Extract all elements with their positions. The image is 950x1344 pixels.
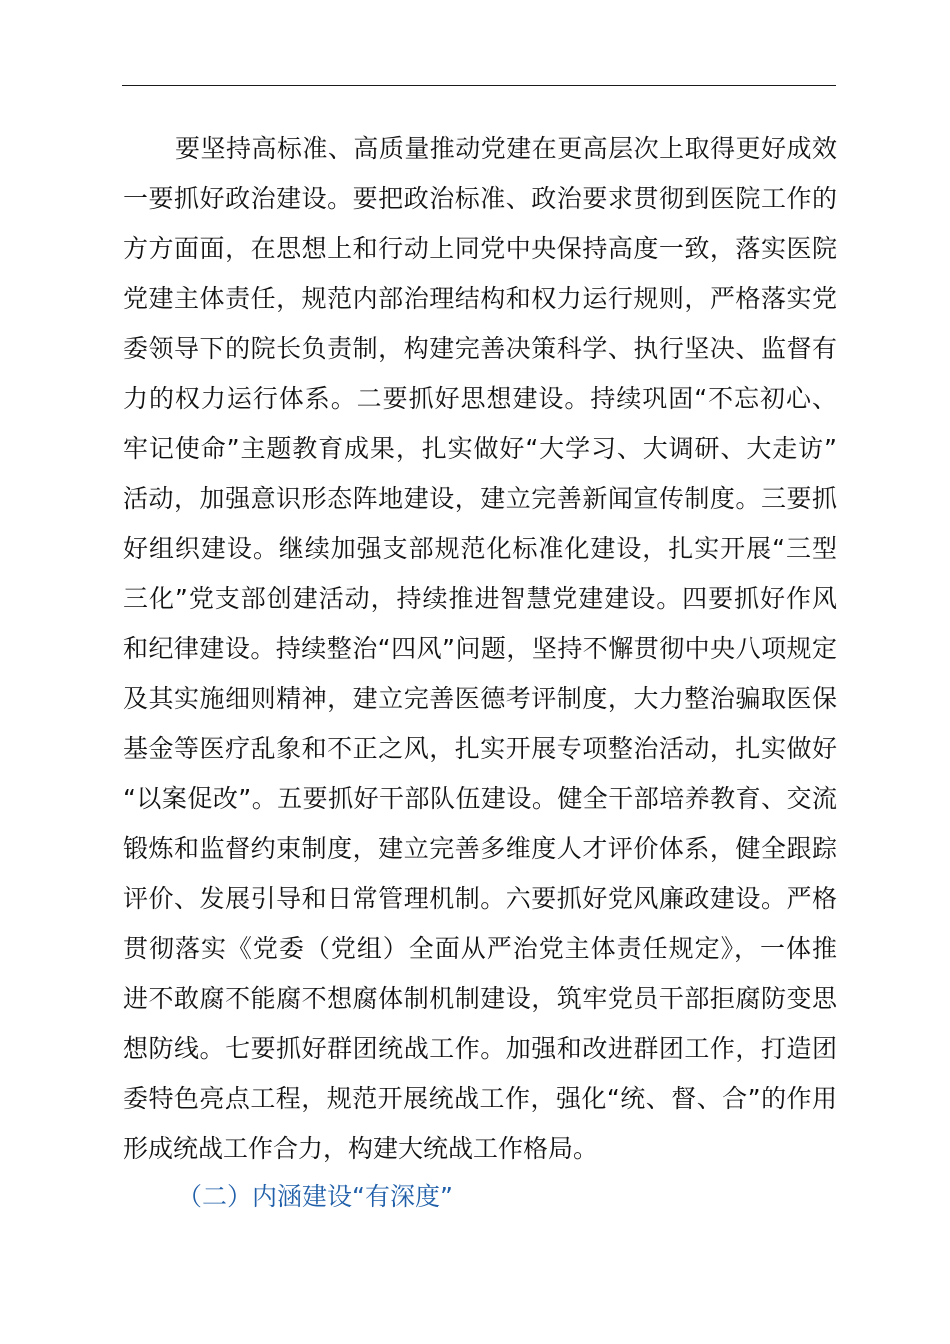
paragraph-line: 基金等医疗乱象和不正之风，扎实开展专项整治活动，扎实做好	[123, 734, 837, 763]
paragraph-line: 牢记使命”主题教育成果，扎实做好“大学习、大调研、大走访”	[123, 434, 837, 463]
paragraph-line: 好组织建设。继续加强支部规范化标准化建设，扎实开展“三型	[123, 534, 837, 563]
paragraph-line: 锻炼和监督约束制度，建立完善多维度人才评价体系，健全跟踪	[123, 834, 837, 863]
section-heading: （二）内涵建设“有深度”	[177, 1182, 453, 1211]
paragraph-line: “以案促改”。五要抓好干部队伍建设。健全干部培养教育、交流	[123, 784, 837, 813]
paragraph-line: 和纪律建设。持续整治“四风”问题，坚持不懈贯彻中央八项规定	[123, 634, 837, 663]
paragraph-line: 及其实施细则精神，建立完善医德考评制度，大力整治骗取医保	[123, 684, 837, 713]
paragraph-line: 力的权力运行体系。二要抓好思想建设。持续巩固“不忘初心、	[123, 384, 837, 413]
paragraph-line: 进不敢腐不能腐不想腐体制机制建设，筑牢党员干部拒腐防变思	[123, 984, 837, 1013]
paragraph-line: 想防线。七要抓好群团统战工作。加强和改进群团工作，打造团	[123, 1034, 837, 1063]
paragraph-line: 方方面面，在思想上和行动上同党中央保持高度一致，落实医院	[123, 234, 837, 263]
paragraph-line: 贯彻落实《党委（党组）全面从严治党主体责任规定》，一体推	[123, 934, 837, 963]
paragraph-line: 三化”党支部创建活动，持续推进智慧党建建设。四要抓好作风	[123, 584, 837, 613]
paragraph-line: 评价、发展引导和日常管理机制。六要抓好党风廉政建设。严格	[123, 884, 837, 913]
body-paragraph	[123, 124, 837, 1174]
paragraph-line: 一要抓好政治建设。要把政治标准、政治要求贯彻到医院工作的	[123, 184, 837, 213]
paragraph-line: 委特色亮点工程，规范开展统战工作，强化“统、督、合”的作用	[123, 1084, 837, 1113]
paragraph-line: 要坚持高标准、高质量推动党建在更高层次上取得更好成效	[175, 134, 837, 163]
paragraph-line: 形成统战工作合力，构建大统战工作格局。	[123, 1134, 599, 1163]
header-rule	[122, 85, 836, 86]
paragraph-line: 活动，加强意识形态阵地建设，建立完善新闻宣传制度。三要抓	[123, 484, 837, 513]
paragraph-line: 委领导下的院长负责制，构建完善决策科学、执行坚决、监督有	[123, 334, 837, 363]
paragraph-line: 党建主体责任，规范内部治理结构和权力运行规则，严格落实党	[123, 284, 837, 313]
